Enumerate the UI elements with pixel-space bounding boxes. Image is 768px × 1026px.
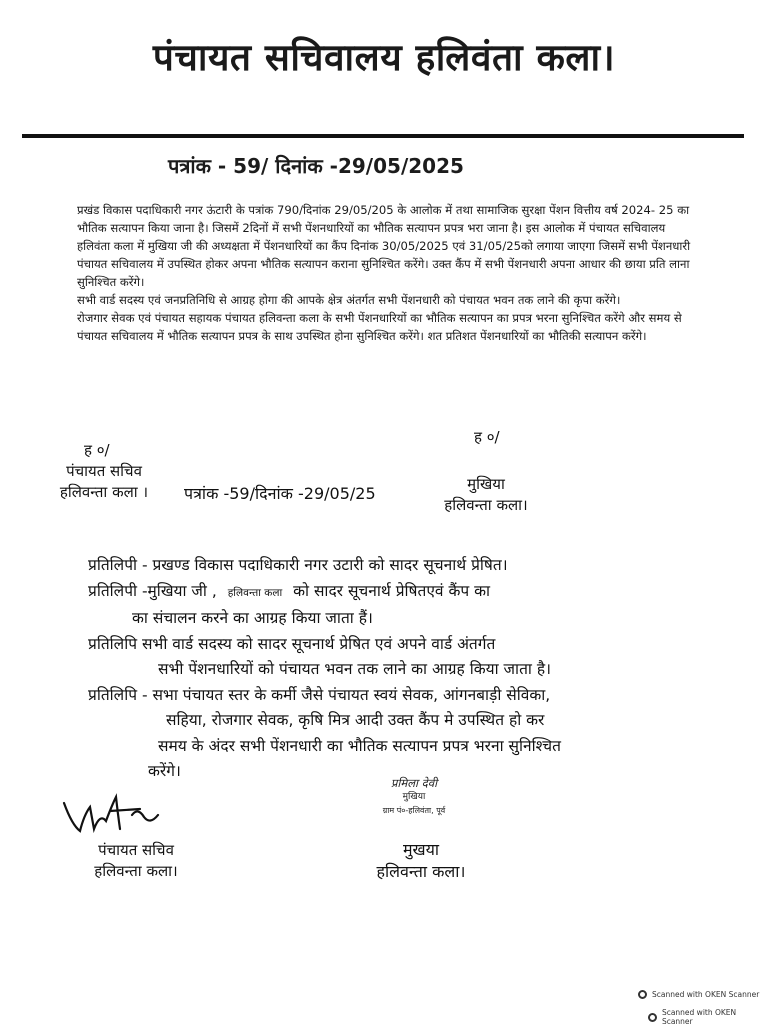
- bottom-right-signature-block: [356, 839, 486, 883]
- secretary-role-bottom: पंचायत सचिव: [98, 841, 174, 859]
- copy-line: प्रतिलिपि सभी वार्ड सदस्य को सादर सूचनार्थ प्रेषित एवं अपने वार्ड अंतर्गत: [88, 634, 496, 653]
- left-signature-block: [44, 461, 164, 503]
- scanner-logo-icon: [648, 1013, 657, 1022]
- right-signature-mark: ह ०/: [474, 428, 500, 446]
- body-paragraph: रोजगार सेवक एवं पंचायत सहायक पंचायत हलिवन्ता कला के सभी पेंशनधारियों का भौतिक सत्यापन का प्रपत्र भरना सुनिश्चित करेंगे और समय से पंचायत सचिवालय में भौतिक सत्यापन प्रपत्र के साथ उपस्थित होना सुनिश्चित करेंगे। शत प्रतिशत पेंशनधारियों का भौतिकी सत्यापन करेंगे।: [77, 311, 682, 343]
- reference-line: पत्रांक - 59/ दिनांक -29/05/2025: [168, 154, 464, 178]
- mukhiya-stamp: [372, 776, 456, 836]
- mukhiya-place-bottom: हलिवन्ता कला।: [376, 862, 466, 881]
- header-divider: [22, 134, 744, 138]
- bottom-left-signature-block: [76, 840, 196, 882]
- left-signature-mark: ह ०/: [84, 441, 110, 459]
- secretary-handwritten-signature: [60, 785, 170, 845]
- copy-line: समय के अंदर सभी पेंशनधारी का भौतिक सत्यापन प्रपत्र भरना सुनिश्चित: [158, 736, 561, 755]
- body-paragraph: सभी वार्ड सदस्य एवं जनप्रतिनिधि से आग्रह होगा की आपके क्षेत्र अंतर्गत सभी पेंशनधारी को पंचायत भवन तक लाने की कृपा करेंगे।: [77, 293, 621, 307]
- mukhiya-role-bottom: मुखया: [402, 840, 440, 859]
- mukhiya-place: हलिवन्ता कला।: [444, 496, 528, 514]
- scanner-logo-icon: [638, 990, 647, 999]
- secretary-place-bottom: हलिवन्ता कला।: [94, 862, 178, 880]
- scanner-watermark: Scanned with OKEN Scanner: [648, 1008, 768, 1026]
- copy-line: प्रतिलिपि - सभा पंचायत स्तर के कर्मी जैसे पंचायत स्वयं सेवक, आंगनबाड़ी सेविका,: [88, 685, 551, 704]
- copy-line: प्रतिलिपी -मुखिया जी , हलिवन्ता कला को सादर सूचनार्थ प्रेषितएवं कैंप का: [88, 581, 491, 600]
- scanner-watermark: Scanned with OKEN Scanner: [638, 990, 759, 999]
- letter-body: [77, 201, 697, 345]
- secretary-role: पंचायत सचिव: [66, 462, 142, 480]
- page-title: पंचायत सचिवालय हलिवंता कला।: [152, 36, 616, 79]
- right-signature-block: [426, 474, 546, 516]
- copy-line: सहिया, रोजगार सेवक, कृषि मित्र आदी उक्त कैंप मे उपस्थित हो कर: [166, 711, 545, 729]
- copy-line: का संचालन करने का आग्रह किया जाता हैं।: [132, 609, 373, 627]
- stamp-name: प्रमिला देवी: [390, 776, 438, 790]
- stamp-role: मुखिया: [402, 792, 426, 802]
- body-paragraph: प्रखंड विकास पदाधिकारी नगर ऊंटारी के पत्रांक 790/दिनांक 29/05/205 के आलोक में तथा सामाजिक सुरक्षा पेंशन वित्तीय वर्ष 2024- 25 का भौतिक सत्यापन किया जाना है। जिसमें 2दिनों में सभी पेंशनधारियों का भौतिक सत्यापन प्रपत्र भरा जाना है। इस आलोक में पंचायत सचिवालय हलिवंता कला में मुखिया जी की अध्यक्षता में पेंशनधारियों का कैंप दिनांक 30/05/2025 एवं 31/05/25को लगाया जाएगा जिसमें सभी पेंशनधारी पंचायत सचिवालय में उपस्थित होकर अपना भौतिक सत्यापन कराना सुनिश्चित करेंगे। उक्त कैंप में सभी पेंशनधारी अपना आधार की छाया प्रति लाना सुनिश्चित करेंगे।: [77, 203, 691, 289]
- copy-line: सभी पेंशनधारियों को पंचायत भवन तक लाने का आग्रह किया जाता है।: [158, 660, 551, 678]
- copy-line: प्रतिलिपी - प्रखण्ड विकास पदाधिकारी नगर उटारी को सादर सूचनार्थ प्रेषित।: [88, 556, 508, 574]
- reference-line-short: पत्रांक -59/दिनांक -29/05/25: [184, 484, 376, 503]
- stamp-place: ग्राम पं०-हलिवंता, पूर्व: [382, 806, 446, 815]
- secretary-place: हलिवन्ता कला ।: [59, 483, 149, 501]
- mukhiya-role: मुखिया: [467, 475, 505, 493]
- copy-line: करेंगे।: [148, 762, 181, 780]
- copies-section: [88, 553, 708, 785]
